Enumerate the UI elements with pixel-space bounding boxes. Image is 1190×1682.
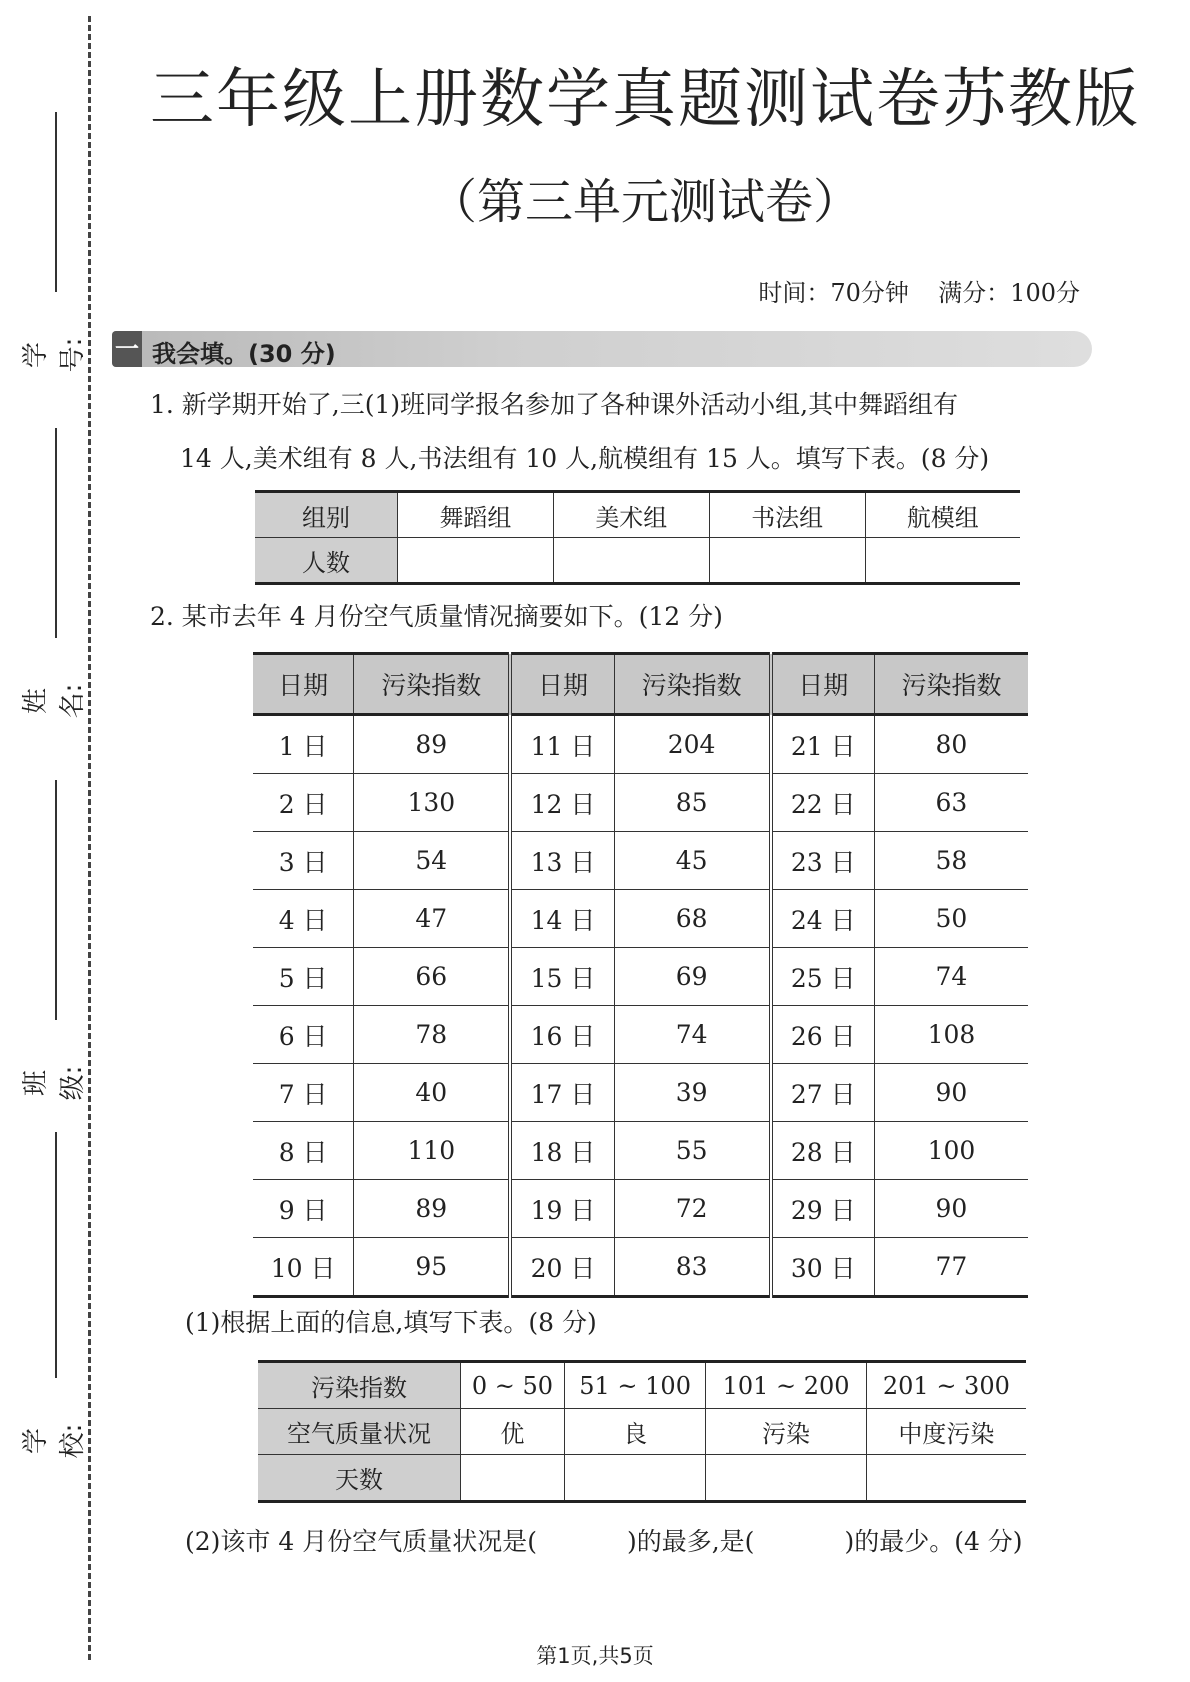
- date-cell: 27 日: [771, 1064, 875, 1122]
- section-header: [112, 331, 1092, 367]
- group-name-cell: 书法组: [709, 492, 865, 538]
- group-name-cell: 美术组: [553, 492, 709, 538]
- date-cell: 20 日: [510, 1238, 614, 1297]
- index-cell: 77: [874, 1238, 1028, 1297]
- date-cell: 4 日: [253, 890, 354, 948]
- group-table: [255, 490, 1020, 585]
- date-cell: 11 日: [510, 715, 614, 774]
- class-label: 班级:: [21, 1065, 88, 1101]
- range-cell: 101 ~ 200: [706, 1362, 866, 1409]
- question-2: 2. 某市去年 4 月份空气质量情况摘要如下。(12 分): [150, 602, 723, 631]
- range-header-cell: 污染指数: [258, 1362, 461, 1409]
- time-limit: 时间：70分钟: [758, 279, 909, 307]
- index-header: 污染指数: [354, 654, 511, 715]
- air-quality-table: [253, 652, 1028, 1298]
- date-cell: 9 日: [253, 1180, 354, 1238]
- date-cell: 28 日: [771, 1122, 875, 1180]
- index-cell: 80: [874, 715, 1028, 774]
- date-cell: 24 日: [771, 890, 875, 948]
- range-cell: 51 ~ 100: [564, 1362, 706, 1409]
- school-underline: [55, 1132, 57, 1378]
- date-header: 日期: [510, 654, 614, 715]
- count-answer-cell[interactable]: [398, 538, 554, 584]
- date-cell: 3 日: [253, 832, 354, 890]
- air-summary-table: [258, 1360, 1026, 1503]
- index-cell: 204: [614, 715, 771, 774]
- date-cell: 12 日: [510, 774, 614, 832]
- date-cell: 1 日: [253, 715, 354, 774]
- status-cell: 优: [461, 1409, 565, 1455]
- index-cell: 58: [874, 832, 1028, 890]
- date-cell: 26 日: [771, 1006, 875, 1064]
- status-cell: 中度污染: [866, 1409, 1026, 1455]
- date-cell: 13 日: [510, 832, 614, 890]
- name-underline: [55, 428, 57, 638]
- date-cell: 8 日: [253, 1122, 354, 1180]
- sub-question-2: [185, 1515, 1023, 1569]
- table-row: [253, 1238, 1028, 1297]
- table-row: [253, 1180, 1028, 1238]
- sub-question-2-part2: )的最多,是(: [626, 1527, 755, 1556]
- index-cell: 40: [354, 1064, 511, 1122]
- index-cell: 83: [614, 1238, 771, 1297]
- page-title: 三年级上册数学真题测试卷苏教版: [150, 63, 1140, 137]
- index-cell: 55: [614, 1122, 771, 1180]
- table-row: [253, 890, 1028, 948]
- date-cell: 23 日: [771, 832, 875, 890]
- index-cell: 95: [354, 1238, 511, 1297]
- date-cell: 17 日: [510, 1064, 614, 1122]
- index-cell: 54: [354, 832, 511, 890]
- index-cell: 66: [354, 948, 511, 1006]
- status-cell: 污染: [706, 1409, 866, 1455]
- index-cell: 72: [614, 1180, 771, 1238]
- full-score: 满分：100分: [938, 279, 1080, 307]
- days-header-cell: 天数: [258, 1455, 461, 1502]
- table-row: [253, 832, 1028, 890]
- table-row: [253, 715, 1028, 774]
- date-cell: 29 日: [771, 1180, 875, 1238]
- date-cell: 16 日: [510, 1006, 614, 1064]
- index-cell: 89: [354, 1180, 511, 1238]
- count-answer-cell[interactable]: [709, 538, 865, 584]
- index-cell: 39: [614, 1064, 771, 1122]
- date-cell: 5 日: [253, 948, 354, 1006]
- index-header: 污染指数: [614, 654, 771, 715]
- count-answer-cell[interactable]: [865, 538, 1020, 584]
- index-cell: 69: [614, 948, 771, 1006]
- date-cell: 15 日: [510, 948, 614, 1006]
- question-1: [150, 378, 1110, 486]
- index-cell: 50: [874, 890, 1028, 948]
- page-subtitle: （第三单元测试卷）: [428, 174, 861, 230]
- name-label: 姓名:: [21, 683, 88, 719]
- table-row: [253, 1122, 1028, 1180]
- air-quality-body: [253, 715, 1028, 1297]
- days-answer-cell[interactable]: [706, 1455, 866, 1502]
- section-number: 一: [112, 331, 142, 367]
- sub-question-2-part1: (2)该市 4 月份空气质量状况是(: [185, 1527, 537, 1556]
- class-underline: [55, 780, 57, 1020]
- date-cell: 21 日: [771, 715, 875, 774]
- question-1-line2: 14 人,美术组有 8 人,书法组有 10 人,航模组有 15 人。填写下表。(8 分): [180, 444, 990, 473]
- date-cell: 18 日: [510, 1122, 614, 1180]
- student-id-label: 学号:: [21, 337, 88, 373]
- index-cell: 85: [614, 774, 771, 832]
- table-row: [253, 948, 1028, 1006]
- index-cell: 74: [614, 1006, 771, 1064]
- binding-dashed-line: [88, 16, 91, 1660]
- index-header: 污染指数: [874, 654, 1028, 715]
- count-header-cell: 人数: [255, 538, 398, 584]
- index-cell: 108: [874, 1006, 1028, 1064]
- date-cell: 2 日: [253, 774, 354, 832]
- status-cell: 良: [564, 1409, 706, 1455]
- index-cell: 74: [874, 948, 1028, 1006]
- sub-question-2-part3: )的最少。(4 分): [844, 1527, 1023, 1556]
- index-cell: 90: [874, 1064, 1028, 1122]
- index-cell: 45: [614, 832, 771, 890]
- index-cell: 47: [354, 890, 511, 948]
- date-cell: 14 日: [510, 890, 614, 948]
- date-cell: 10 日: [253, 1238, 354, 1297]
- date-header: 日期: [771, 654, 875, 715]
- index-cell: 110: [354, 1122, 511, 1180]
- student-id-underline: [55, 112, 57, 292]
- count-answer-cell[interactable]: [553, 538, 709, 584]
- index-cell: 78: [354, 1006, 511, 1064]
- table-row: [253, 1064, 1028, 1122]
- days-answer-cell[interactable]: [564, 1455, 706, 1502]
- index-cell: 89: [354, 715, 511, 774]
- index-cell: 63: [874, 774, 1028, 832]
- group-header-cell: 组别: [255, 492, 398, 538]
- index-cell: 68: [614, 890, 771, 948]
- page-footer: 第1页,共5页: [536, 1644, 654, 1668]
- exam-meta: [758, 273, 1080, 308]
- status-header-cell: 空气质量状况: [258, 1409, 461, 1455]
- date-cell: 6 日: [253, 1006, 354, 1064]
- range-cell: 201 ~ 300: [866, 1362, 1026, 1409]
- index-cell: 130: [354, 774, 511, 832]
- group-name-cell: 舞蹈组: [398, 492, 554, 538]
- table-row: [253, 1006, 1028, 1064]
- date-cell: 25 日: [771, 948, 875, 1006]
- date-cell: 30 日: [771, 1238, 875, 1297]
- sub-question-1: (1)根据上面的信息,填写下表。(8 分): [185, 1308, 597, 1337]
- days-answer-cell[interactable]: [866, 1455, 1026, 1502]
- range-cell: 0 ~ 50: [461, 1362, 565, 1409]
- date-header: 日期: [253, 654, 354, 715]
- table-row: [253, 774, 1028, 832]
- days-answer-cell[interactable]: [461, 1455, 565, 1502]
- date-cell: 7 日: [253, 1064, 354, 1122]
- index-cell: 90: [874, 1180, 1028, 1238]
- school-label: 学校:: [21, 1423, 88, 1459]
- index-cell: 100: [874, 1122, 1028, 1180]
- date-cell: 22 日: [771, 774, 875, 832]
- date-cell: 19 日: [510, 1180, 614, 1238]
- question-1-line1: 1. 新学期开始了,三(1)班同学报名参加了各种课外活动小组,其中舞蹈组有: [150, 390, 959, 419]
- group-name-cell: 航模组: [865, 492, 1020, 538]
- section-title: 我会填。(30 分): [152, 340, 336, 368]
